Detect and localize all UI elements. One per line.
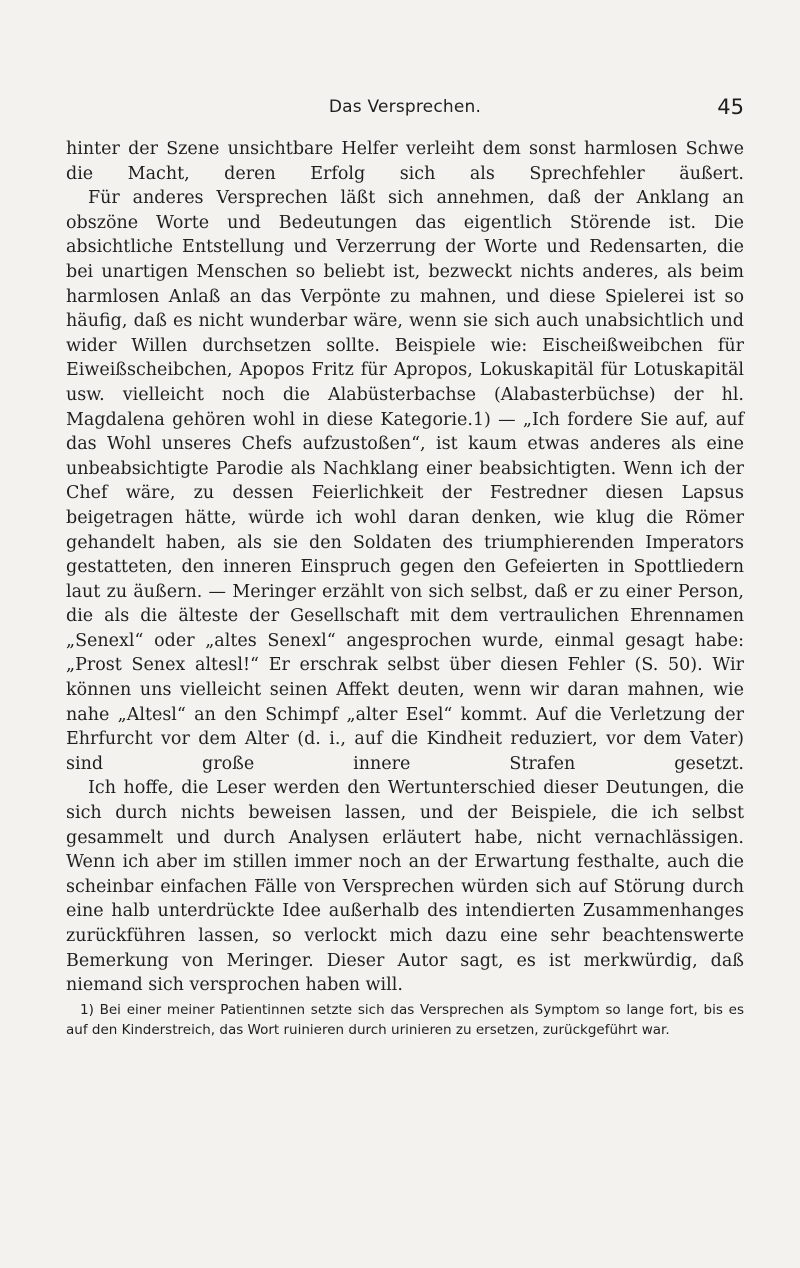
body-text — [66, 137, 744, 998]
chapter-title: Das Versprechen. — [328, 97, 482, 117]
paragraph-1: hinter der Szene unsichtbare Helfer verleiht dem sonst harmlosen Schwe die Macht, deren Erfolg sich als Sprechfehler äußert. — [66, 139, 744, 184]
paragraph-2: Für anderes Versprechen läßt sich annehmen, daß der Anklang an obszöne Worte und Bedeutungen das eigentlich Störende ist. Die absichtliche Entstellung und Verzerrung der Worte und Redensarten, die bei unartigen Menschen so beliebt ist, bezweckt nichts anderes, als beim harmlosen Anlaß an das Verpönte zu mahnen, und diese Spielerei ist so häufig, daß es nicht wunderbar wäre, wenn sie sich auch unabsichtlich und wider Willen durchsetzen sollte. Beispiele wie: Eischeißweibchen für Eiweißscheibchen, Apopos Fritz für Apropos, Lokuskapitäl für Lotuskapitäl usw. vielleicht noch die Alabüsterbachse (Alabasterbüchse) der hl. Magdalena gehören wohl in diese Kategorie.1) — „Ich fordere Sie auf, auf das Wohl unseres Chefs aufzustoßen“, ist kaum etwas anderes als eine unbeabsichtigte Parodie als Nachklang einer beabsichtigten. Wenn ich der Chef wäre, zu dessen Feierlichkeit der Festredner diesen Lapsus beigetragen hätte, würde ich wohl daran denken, wie klug die Römer gehandelt haben, als sie den Soldaten des triumphierenden Imperators gestatteten, den inneren Einspruch gegen den Gefeierten in Spottliedern laut zu äußern. — Meringer erzählt von sich selbst, daß er zu einer Person, die als die älteste der Gesellschaft mit dem vertraulichen Ehrennamen „Senexl“ oder „altes Senexl“ angesprochen wurde, einmal gesagt habe: „Prost Senex altesl!“ Er erschrak selbst über diesen Fehler (S. 50). Wir können uns vielleicht seinen Affekt deuten, wenn wir daran mahnen, wie nahe „Altesl“ an den Schimpf „alter Esel“ kommt. Auf die Verletzung der Ehrfurcht vor dem Alter (d. i., auf die Kindheit reduziert, vor dem Vater) sind große innere Strafen gesetzt. — [66, 188, 744, 774]
page-number: 45 — [717, 95, 744, 119]
running-head — [66, 95, 744, 125]
paragraph-3: Ich hoffe, die Leser werden den Wertunterschied dieser Deutungen, die sich durch nichts beweisen lassen, und der Beispiele, die ich selbst gesammelt und durch Analysen erläutert habe, nicht vernachlässigen. Wenn ich aber im stillen immer noch an der Erwartung festhalte, auch die scheinbar einfachen Fälle von Versprechen würden sich auf Störung durch eine halb unterdrückte Idee außerhalb des intendierten Zusammenhanges zurückführen lassen, so verlockt mich dazu eine sehr beachtenswerte Bemerkung von Meringer. Dieser Autor sagt, es ist merkwürdig, daß niemand sich versprochen haben will. — [66, 778, 744, 996]
footnote: 1) Bei einer meiner Patientinnen setzte sich das Versprechen als Symptom so lange fort, bis es auf den Kinderstreich, das Wort ruinieren durch urinieren zu ersetzen, zurückgeführt war. — [66, 1002, 744, 1038]
